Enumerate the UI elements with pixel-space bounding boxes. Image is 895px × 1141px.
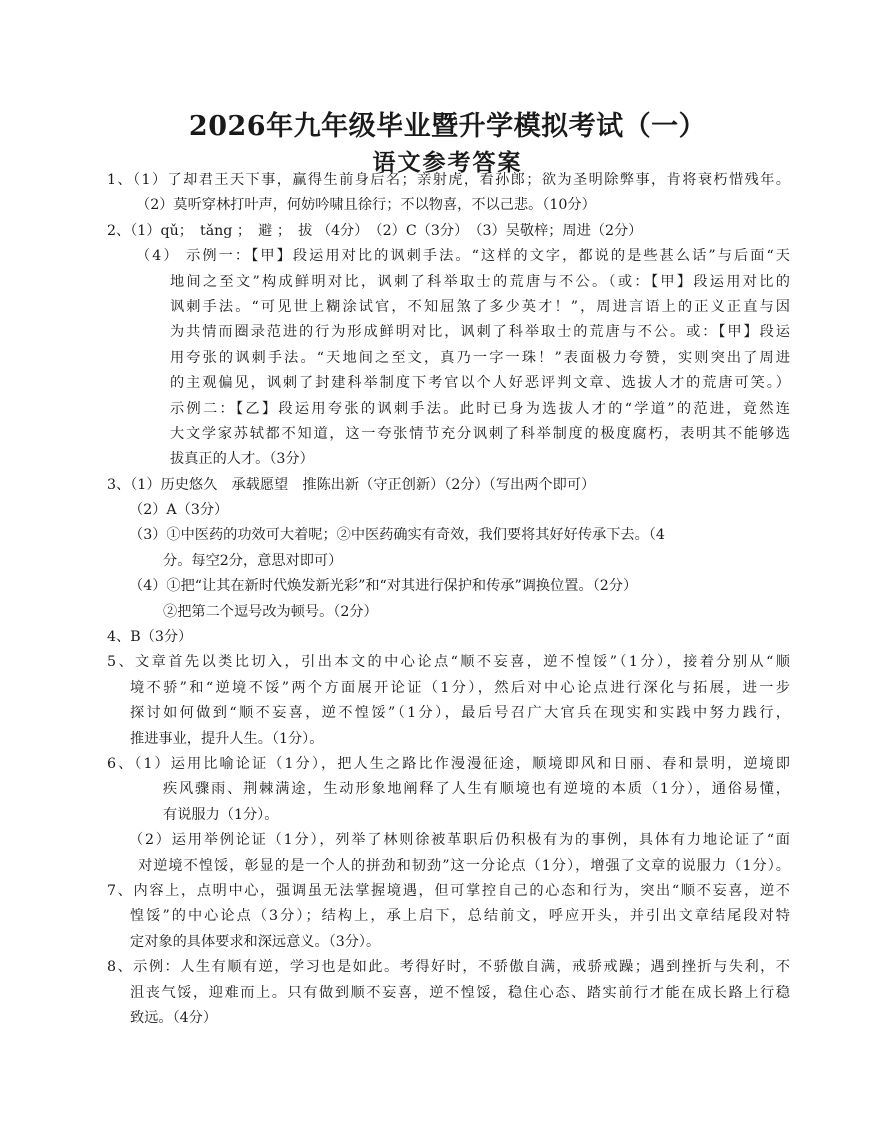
answer-line: 1、（1）了却君王天下事，赢得生前身后名；亲射虎，看孙郎；欲为圣明除弊事，肯将衰朽惜残年。 [107, 172, 790, 188]
answer-line: 致远。（4分） [130, 1009, 218, 1026]
answer-line: 分。每空2分，意思对即可） [163, 552, 343, 569]
answer-line: 探讨如何做到“顺不妄喜，逆不惶馁”（1分），最后号召广大官兵在现实和实践中努力践行， [130, 705, 790, 722]
answer-line: 6、（1）运用比喻论证（1分），把人生之路比作漫漫征途，顺境即风和日丽、春和景明，逆境即 [107, 755, 790, 772]
answer-line: 有说服力（1分）。 [163, 806, 279, 823]
document-title: 2026年九年级毕业暨升学模拟考试（一） [188, 111, 707, 142]
answer-line: 5、文章首先以类比切入，引出本文的中心论点“顺不妄喜，逆不惶馁”（1分），接着分别从“顺 [107, 654, 790, 671]
answer-line: 境不骄”和“逆境不馁”两个方面展开论证（1分），然后对中心论点进行深化与拓展，进一步 [130, 679, 790, 696]
answer-line: 定对象的具体要求和深远意义。（3分）。 [130, 933, 381, 950]
answer-line: 拔真正的人才。（3分） [170, 451, 314, 468]
document-subtitle: 语文参考答案 [372, 150, 523, 176]
answer-line: 大文学家苏轼都不知道，这一夸张情节充分讽刺了科举制度的极度腐朽，表明其不能够选 [170, 425, 790, 442]
answer-line: 用夸张的讽刺手法。“天地间之至文，真乃一字一珠！”表面极力夸赞，实则突出了周进 [170, 349, 790, 366]
answer-line: 地间之至文”构成鲜明对比，讽刺了科举取士的荒唐与不公。（或：【甲】段运用对比的 [170, 273, 790, 290]
answer-line: 7、内容上，点明中心，强调虽无法掌握境遇，但可掌控自己的心态和行为，突出“顺不妄喜，逆不 [107, 882, 790, 899]
answer-line: 4、B（3分） [107, 629, 193, 646]
answer-line: 疾风骤雨、荆棘满途，生动形象地阐释了人生有顺境也有逆境的本质（1分），通俗易懂， [163, 781, 790, 798]
answer-line: 讽刺手法。“可见世上糊涂试官，不知屈煞了多少英才！”，周进言语上的正义正直与因 [170, 298, 790, 315]
answer-line: 推进事业，提升人生。（1分）。 [130, 730, 324, 747]
answer-body [0, 168, 895, 1031]
answer-line: （3）①中医药的功效可大着呢；②中医药确实有奇效，我们要将其好好传承下去。（4 [129, 527, 665, 544]
answer-line: 3、（1）历史悠久 承载愿望 推陈出新（守正创新）（2分）（写出两个即可） [107, 476, 596, 493]
answer-line: 的主观偏见，讽刺了封建科举制度下考官以个人好恶评判文章、选拔人才的荒唐可笑。） [170, 375, 790, 392]
answer-line: ②把第二个逗号改为顿号。（2分） [163, 603, 378, 620]
answer-line: 沮丧气馁，迎难而上。只有做到顺不妄喜，逆不惶馁，稳住心态、踏实前行才能在成长路上行稳 [130, 984, 790, 1001]
answer-line: （4） 示例一：【甲】段运用对比的讽刺手法。“这样的文字，都说的是些甚么话”与后面“天 [136, 248, 790, 265]
answer-line: （2）莫听穿林打叶声，何妨吟啸且徐行；不以物喜，不以己悲。（10分） [136, 197, 596, 214]
answer-line: 对逆境不惶馁，彰显的是一个人的拼劲和韧劲”这一分论点（1分），增强了文章的说服力（1分）。 [138, 857, 790, 874]
answer-line: 为共情而圈录范进的行为形成鲜明对比，讽刺了科举取士的荒唐与不公。或：【甲】段运 [170, 324, 790, 341]
answer-line: （2）A（3分） [129, 502, 229, 519]
answer-line: 8、示例：人生有顺有逆，学习也是如此。考得好时，不骄傲自满，戒骄戒躁；遇到挫折与失利，不 [107, 959, 790, 976]
answer-line: （4）①把“让其在新时代焕发新光彩”和“对其进行保护和传承”调换位置。（2分） [129, 578, 638, 595]
answer-line: 2、（1）qǔ； tǎng ； 避 ； 拔 （4分） （2）C（3分） （3）吴敬梓；周进（2分） [107, 222, 643, 239]
answer-line: 示例二：【乙】段运用夸张的讽刺手法。此时已身为选拔人才的“学道”的范进，竟然连 [170, 400, 790, 417]
answer-line: （2）运用举例论证（1分），列举了林则徐被革职后仍积极有为的事例，具体有力地论证了“面 [129, 832, 790, 849]
answer-line: 惶馁”的中心论点（3分）；结构上，承上启下，总结前文，呼应开头，并引出文章结尾段对特 [130, 908, 790, 925]
